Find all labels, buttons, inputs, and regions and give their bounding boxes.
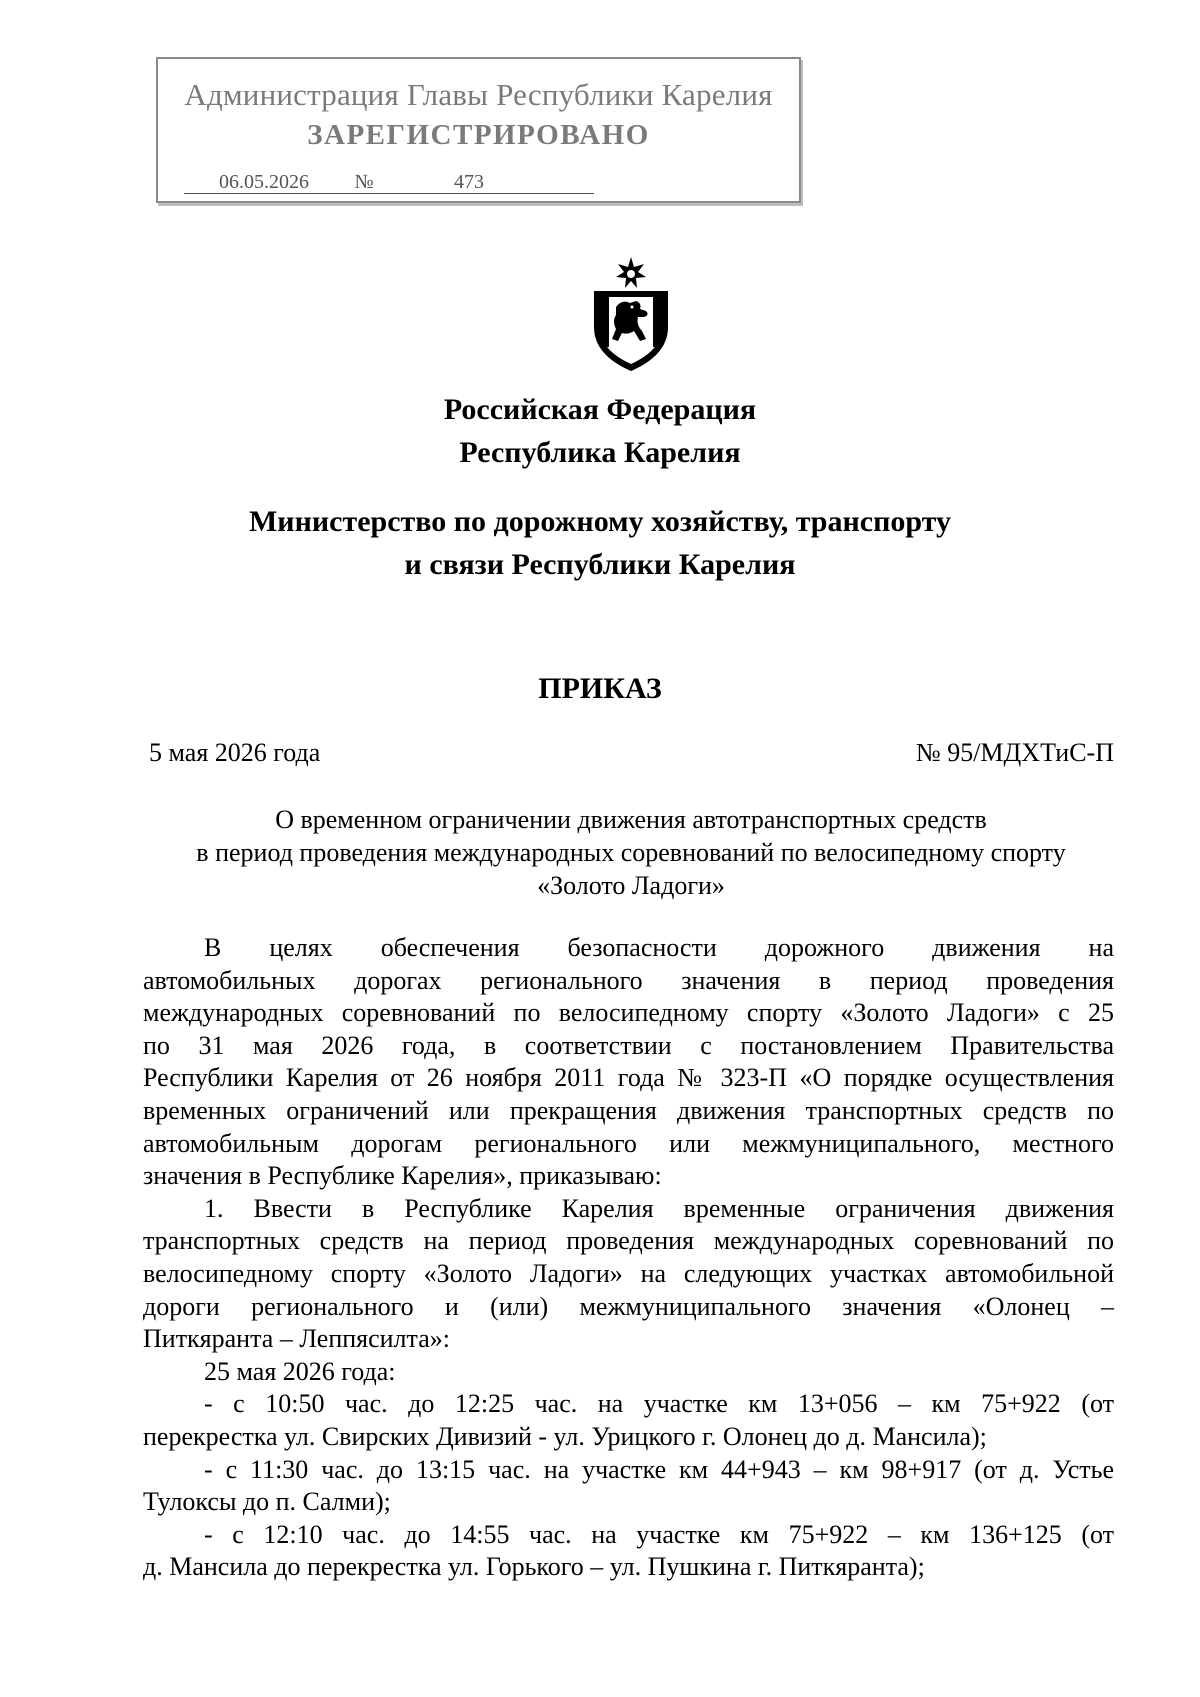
- ministry-title-line2: и связи Республики Карелия: [404, 548, 796, 581]
- body-line: транспортных средств на период проведения международных соревнований по: [143, 1226, 1114, 1256]
- body-line: автомобильным дорогам регионального или межмуниципального, местного: [143, 1128, 1114, 1158]
- karelia-coat-of-arms-icon: [586, 255, 676, 375]
- stamp-number: 473: [384, 171, 594, 194]
- stamp-number-sign: №: [344, 171, 384, 194]
- body-line: - с 12:10 час. до 14:55 час. на участке км 75+922 – км 136+125 (от: [204, 1519, 1114, 1549]
- document-type-title: ПРИКАЗ: [538, 672, 662, 705]
- body-line: 25 мая 2026 года:: [204, 1356, 396, 1386]
- body-line: Питкяранта – Леппясилта»:: [143, 1324, 450, 1354]
- country-title: Российская Федерация: [443, 393, 757, 426]
- body-line: велосипедному спорту «Золото Ладоги» на следующих участках автомобильной: [143, 1258, 1114, 1288]
- body-line: по 31 мая 2026 года, в соответствии с постановлением Правительства: [143, 1030, 1114, 1060]
- body-line: международных соревнований по велосипедному спорту «Золото Ладоги» с 25: [143, 998, 1114, 1028]
- order-number: № 95/МДХТиС-П: [915, 738, 1114, 767]
- body-line: Республики Карелия от 26 ноября 2011 года № 323-П «О порядке осуществления: [143, 1063, 1114, 1093]
- body-line: Тулоксы до п. Салми);: [143, 1487, 391, 1517]
- registration-stamp: [156, 57, 801, 203]
- subject-line: О временном ограничении движения автотранспортных средств: [275, 805, 987, 834]
- body-line: В целях обеспечения безопасности дорожного движения на: [204, 933, 1114, 962]
- republic-title: Республика Карелия: [459, 436, 741, 469]
- order-date: 5 мая 2026 года: [149, 738, 321, 767]
- subject-line: в период проведения международных соревнований по велосипедному спорту: [196, 838, 1066, 867]
- stamp-status: ЗАРЕГИСТРИРОВАНО: [307, 119, 650, 151]
- stamp-organization: Администрация Главы Республики Карелия: [184, 77, 773, 112]
- stamp-date: 06.05.2026: [184, 171, 344, 194]
- stamp-registration-line: [184, 171, 594, 194]
- order-subject: [0, 803, 1200, 902]
- order-body: [143, 932, 1114, 1584]
- body-line: 1. Ввести в Республике Карелия временные ограничения движения: [204, 1193, 1114, 1223]
- ministry-title-line1: Министерство по дорожному хозяйству, транспорту: [248, 505, 952, 538]
- body-line: д. Мансила до перекрестка ул. Горького – ул. Пушкина г. Питкяранта);: [143, 1552, 925, 1582]
- body-line: - с 10:50 час. до 12:25 час. на участке км 13+056 – км 75+922 (от: [204, 1389, 1114, 1419]
- body-line: автомобильных дорогах регионального значения в период проведения: [143, 965, 1114, 995]
- body-line: - с 11:30 час. до 13:15 час. на участке км 44+943 – км 98+917 (от д. Устье: [204, 1454, 1114, 1484]
- body-line: перекрестка ул. Свирских Дивизий - ул. Урицкого г. Олонец до д. Мансила);: [143, 1421, 987, 1451]
- body-line: значения в Республике Карелия», приказываю:: [143, 1161, 662, 1191]
- subject-line: «Золото Ладоги»: [537, 871, 725, 900]
- body-line: временных ограничений или прекращения движения транспортных средств по: [143, 1095, 1114, 1125]
- body-line: дороги регионального и (или) межмуниципального значения «Олонец –: [143, 1291, 1114, 1321]
